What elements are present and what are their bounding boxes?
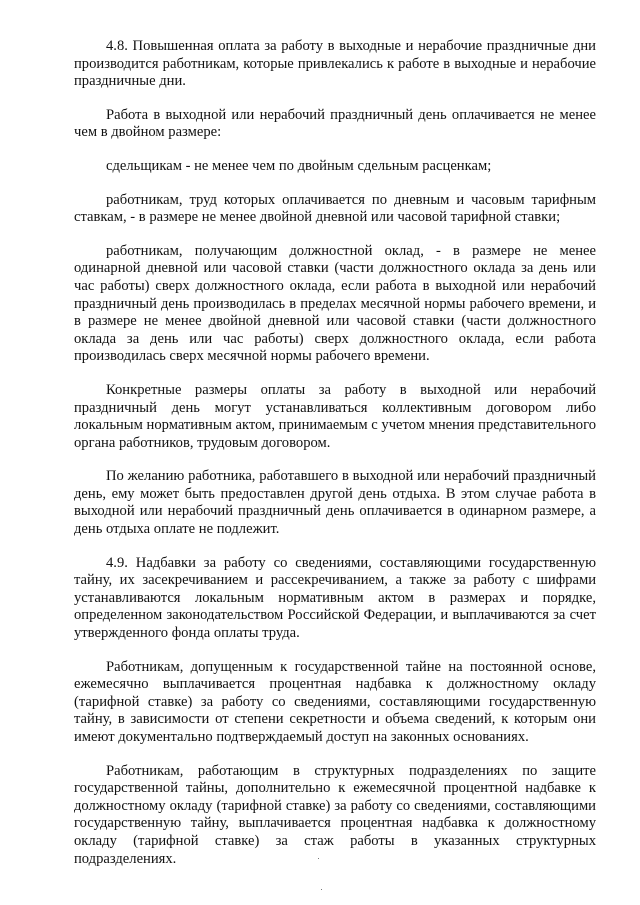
scan-speck [318, 858, 319, 859]
paragraph-salaried-workers: работникам, получающим должностной оклад, - в размере не менее одинарной дневной или часовой ставки (части должностного оклада за день или час работы) сверх должностного оклада, если работа в выходной или нерабочий праздничный день производилась в пределах месячной нормы рабочего времени, и в размере не менее двойной дневной или часовой ставки (части должностного оклада за день или час работы) сверх должностного оклада, если работа производилась сверх месячной нормы рабочего времени. [74, 242, 596, 365]
paragraph-specific-amounts: Конкретные размеры оплаты за работу в выходной или нерабочий праздничный день могут устанавливаться коллективным договором либо локальным нормативным актом, принимаемым с учетом мнения представительного органа работников, трудовым договором. [74, 381, 596, 451]
paragraph-day-off: По желанию работника, работавшего в выходной или нерабочий праздничный день, ему может быть предоставлен другой день отдыха. В этом случае работа в выходной или нерабочий праздничный день оплачивается в одинарном размере, а день отдыха оплате не подлежит. [74, 468, 596, 538]
paragraph-4-9: 4.9. Надбавки за работу со сведениями, составляющими государственную тайну, их засекречиванием и рассекречиванием, а также за работу с шифрами устанавливаются локальным нормативным актом в размерах и порядке, определенном законодательством Российской Федерации, и выплачиваются за счет утвержденного фонда оплаты труда. [74, 554, 596, 642]
paragraph-structural-units: Работникам, работающим в структурных подразделениях по защите государственной тайны, дополнительно к ежемесячной процентной надбавке к должностному окладу (тарифной ставке) за работу со сведениями, составляющими государственную тайну, выплачивается процентная надбавка к должностному окладу (тарифной ставке) за стаж работы в указанных структурных подразделениях. [74, 762, 596, 867]
paragraph-piece-workers: сдельщикам - не менее чем по двойным сдельным расценкам; [106, 157, 492, 174]
document-page [74, 38, 596, 883]
scan-speck [321, 889, 322, 890]
paragraph-state-secret-allowance: Работникам, допущенным к государственной тайне на постоянной основе, ежемесячно выплачивается процентная надбавка к должностному окладу (тарифной ставке) за работу со сведениями, составляющими государственную тайну, в зависимости от степени секретности и объема сведений, к которым они имеют документально подтверждаемый доступ на законных основаниях. [74, 658, 596, 745]
paragraph-4-8: 4.8. Повышенная оплата за работу в выходные и нерабочие праздничные дни производится работникам, которые привлекались к работе в выходные и нерабочие праздничные дни. [74, 38, 596, 90]
paragraph-tariff-workers: работникам, труд которых оплачивается по дневным и часовым тарифным ставкам, - в размере не менее двойной дневной или часовой тарифной ставки; [74, 191, 596, 226]
paragraph-double-pay: Работа в выходной или нерабочий праздничный день оплачивается не менее чем в двойном размере: [74, 106, 596, 141]
